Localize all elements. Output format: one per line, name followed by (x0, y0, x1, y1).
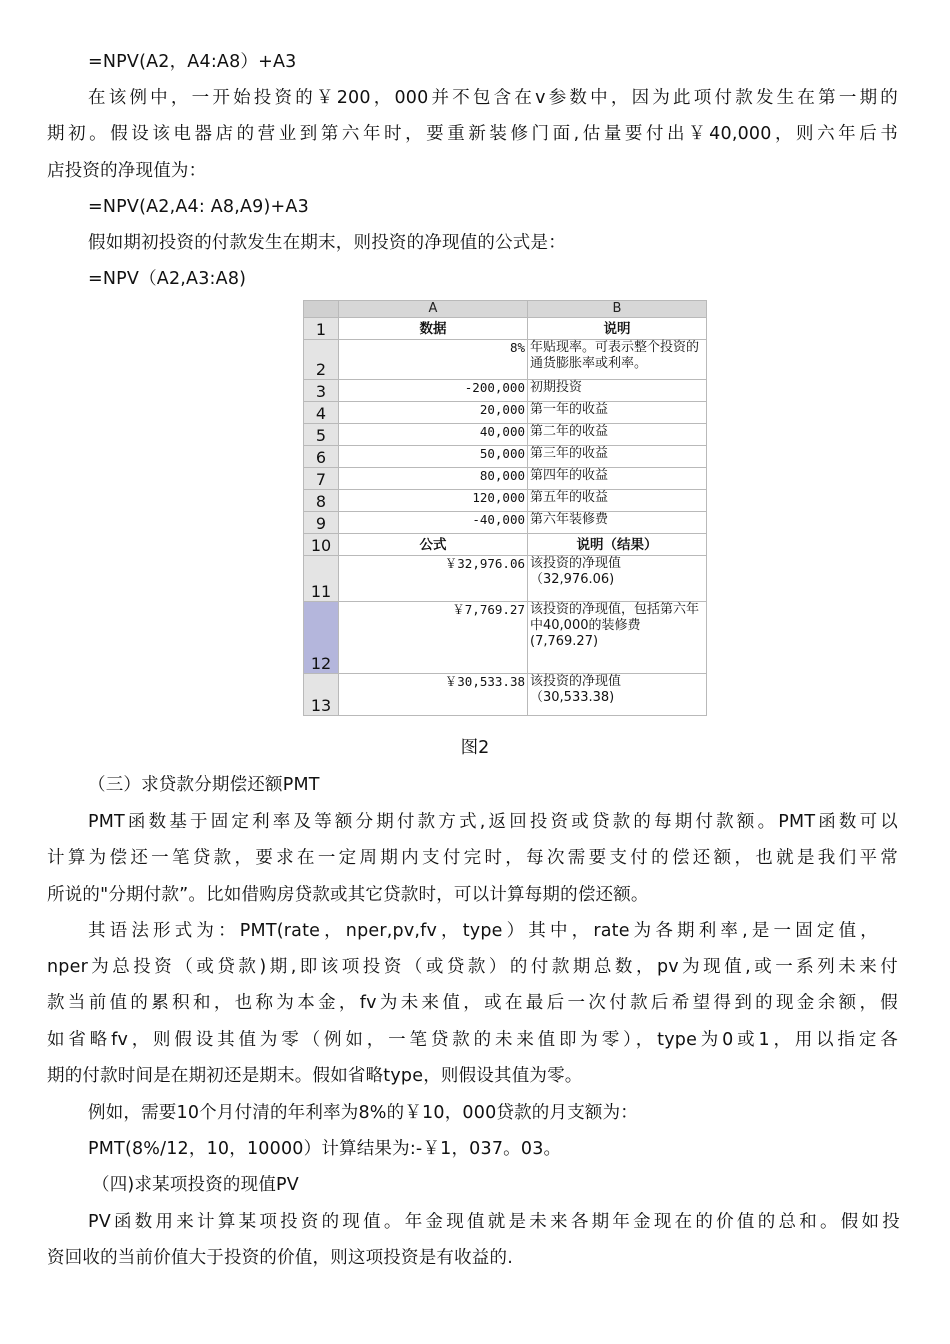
paragraph-line: 所说的"分期付款”。比如借购房贷款或其它贷款时，可以计算每期的偿还额。 (47, 885, 649, 905)
table-row (304, 512, 707, 534)
cell-a: 40,000 (339, 424, 528, 446)
cell-b: 第五年的收益 (528, 490, 707, 512)
cell-b: 该投资的净现值（30,533.38) (528, 674, 707, 716)
cell-a: ￥32,976.06 (339, 556, 528, 602)
row-number: 1 (304, 318, 339, 340)
table-row (304, 490, 707, 512)
cell-a: 120,000 (339, 490, 528, 512)
paragraph-line: 店投资的净现值为： (47, 161, 207, 181)
paragraph-line: 计算为偿还一笔贷款，要求在一定周期内支付完时，每次需要支付的偿还额，也就是我们平常 (47, 848, 898, 868)
spreadsheet-figure (303, 300, 709, 720)
paragraph-line: 例如，需要10个月付清的年利率为8%的￥10，000贷款的月支额为： (88, 1103, 638, 1123)
cell-a: 50,000 (339, 446, 528, 468)
paragraph-line: PV函数用来计算某项投资的现值。年金现值就是未来各期年金现在的价值的总和。假如投 (88, 1212, 900, 1232)
cell-b: 说明（结果） (528, 534, 707, 556)
formula-line-2: =NPV(A2,A4: A8,A9)+A3 (88, 197, 309, 217)
row-number: 8 (304, 490, 339, 512)
paragraph-line: nper为总投资（或贷款)期,即该项投资（或贷款）的付款期总数，pv为现值,或一系列未来付 (47, 957, 898, 977)
paragraph-line: 款当前值的累积和，也称为本金，fv为未来值，或在最后一次付款后希望得到的现金余额，假 (47, 993, 898, 1013)
table-row (304, 534, 707, 556)
cell-a: 公式 (339, 534, 528, 556)
table-row (304, 380, 707, 402)
row-number: 12 (304, 602, 339, 674)
table-row (304, 602, 707, 674)
table-row (304, 424, 707, 446)
row-number: 10 (304, 534, 339, 556)
cell-a: ￥7,769.27 (339, 602, 528, 674)
row-number: 6 (304, 446, 339, 468)
cell-b: 第三年的收益 (528, 446, 707, 468)
paragraph-line: 在该例中，一开始投资的￥200，000并不包含在v参数中，因为此项付款发生在第一期的 (88, 88, 898, 108)
cell-a: 20,000 (339, 402, 528, 424)
cell-a: -40,000 (339, 512, 528, 534)
row-number: 5 (304, 424, 339, 446)
table-row (304, 402, 707, 424)
cell-b: 第四年的收益 (528, 468, 707, 490)
paragraph-line: 期初。假设该电器店的营业到第六年时，要重新装修门面,估量要付出￥40,000，则六年后书 (47, 124, 898, 144)
formula-line-3: =NPV（A2,A3:A8) (88, 269, 247, 289)
paragraph-line: 期的付款时间是在期初还是期末。假如省略type，则假设其值为零。 (47, 1066, 583, 1086)
paragraph-line: 资回收的当前价值大于投资的价值，则这项投资是有收益的. (47, 1248, 513, 1268)
cell-b: 初期投资 (528, 380, 707, 402)
cell-b: 该投资的净现值，包括第六年中40,000的装修费(7,769.27) (528, 602, 707, 674)
paragraph-line: PMT函数基于固定利率及等额分期付款方式,返回投资或贷款的每期付款额。PMT函数可以 (88, 812, 898, 832)
paragraph-line: 假如期初投资的付款发生在期末，则投资的净现值的公式是： (88, 233, 566, 253)
spreadsheet-table (303, 300, 707, 716)
row-number: 3 (304, 380, 339, 402)
column-header-a: A (339, 301, 528, 318)
section-heading: （三）求贷款分期偿还额PMT (88, 775, 320, 795)
table-row (304, 556, 707, 602)
table-row (304, 674, 707, 716)
column-header-row (304, 301, 707, 318)
cell-b: 该投资的净现值（32,976.06) (528, 556, 707, 602)
cell-b: 第一年的收益 (528, 402, 707, 424)
row-number: 2 (304, 340, 339, 380)
paragraph-line: 如省略fv，则假设其值为零（例如，一笔贷款的未来值即为零），type为0或1，用以指定各 (47, 1030, 898, 1050)
table-row (304, 340, 707, 380)
cell-a: ￥30,533.38 (339, 674, 528, 716)
cell-b: 年贴现率。可表示整个投资的通货膨胀率或利率。 (528, 340, 707, 380)
table-row (304, 468, 707, 490)
cell-b: 第二年的收益 (528, 424, 707, 446)
row-number: 11 (304, 556, 339, 602)
cell-b: 第六年装修费 (528, 512, 707, 534)
formula-line-4: PMT(8%/12，10，10000）计算结果为:-￥1，037。03。 (88, 1139, 562, 1159)
cell-a: 80,000 (339, 468, 528, 490)
row-number: 9 (304, 512, 339, 534)
table-row (304, 318, 707, 340)
cell-a: -200,000 (339, 380, 528, 402)
row-number: 13 (304, 674, 339, 716)
table-row (304, 446, 707, 468)
cell-a: 数据 (339, 318, 528, 340)
figure-caption: 图2 (460, 738, 490, 758)
corner-cell (304, 301, 339, 318)
section-heading: （四)求某项投资的现值PV (92, 1175, 299, 1195)
row-number: 4 (304, 402, 339, 424)
column-header-b: B (528, 301, 707, 318)
paragraph-line: 其语法形式为：PMT(rate，nper,pv,fv，type）其中，rate为各期利率,是一固定值， (88, 921, 878, 941)
formula-line-1: =NPV(A2，A4:A8）+A3 (88, 52, 297, 72)
cell-b: 说明 (528, 318, 707, 340)
row-number: 7 (304, 468, 339, 490)
cell-a: 8% (339, 340, 528, 380)
